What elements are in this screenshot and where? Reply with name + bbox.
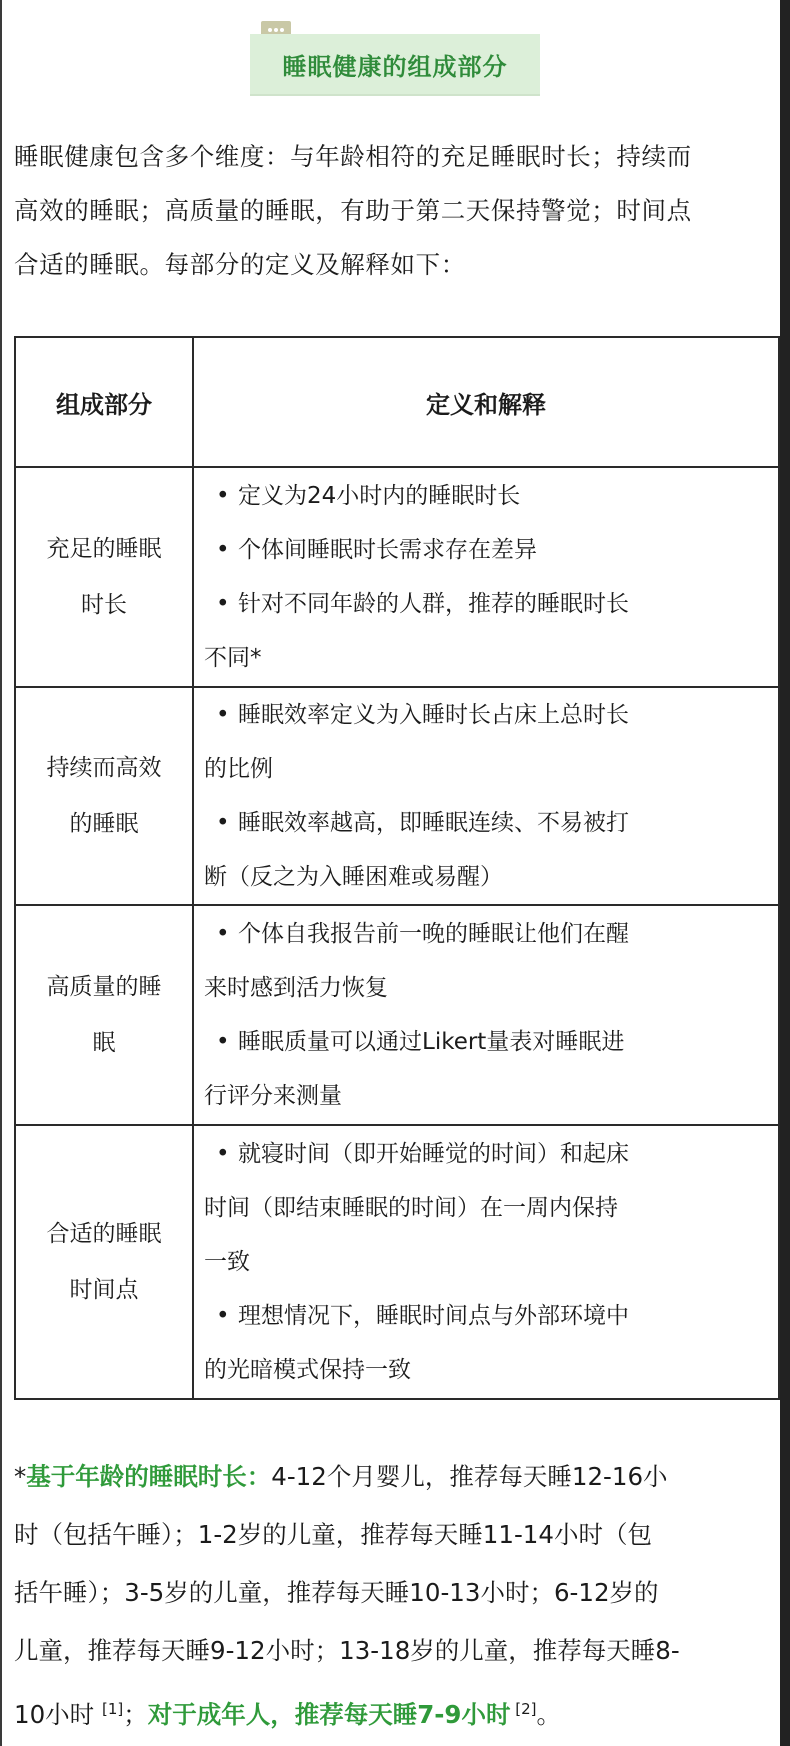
- bullet-dot-icon: •: [216, 483, 230, 509]
- bullet-line: 的光暗模式保持一致: [204, 1357, 411, 1383]
- component-name-line: 充足的睡眠: [46, 536, 162, 562]
- bullet-dot-icon: •: [216, 537, 230, 563]
- bullet-dot-icon: •: [216, 591, 230, 617]
- bullet-line: 断（反之为入睡困难或易醒）: [204, 864, 503, 890]
- bullet-line: 个体自我报告前一晚的睡眠让他们在醒: [238, 921, 629, 947]
- bullet-line: 一致: [204, 1249, 250, 1275]
- bullet-item: [204, 1015, 768, 1123]
- reference-link-2[interactable]: [2]: [510, 1700, 537, 1718]
- bullet-dot-icon: •: [216, 921, 230, 947]
- bullet-line: 的比例: [204, 756, 273, 782]
- bullet-line: 行评分来测量: [204, 1083, 342, 1109]
- header-definition: 定义和解释: [193, 337, 779, 467]
- definition-cell: [193, 467, 779, 687]
- bullet-line: 不同*: [204, 645, 262, 671]
- footnote-star: *: [14, 1462, 27, 1491]
- footnote-text: 10小时: [14, 1700, 102, 1730]
- footnote-text: 4-12个月婴儿，推荐每天睡12-16小: [271, 1462, 668, 1491]
- component-name-line: 高质量的睡: [46, 974, 162, 1000]
- component-name-line: 时间点: [69, 1277, 139, 1303]
- intro-line: 高效的睡眠；高质量的睡眠，有助于第二天保持警觉；时间点: [14, 196, 692, 225]
- component-name-line: 时长: [81, 592, 127, 618]
- component-name-cell: [15, 467, 193, 687]
- section-heading: [250, 20, 540, 96]
- sleep-components-table: [14, 336, 780, 1400]
- table-row: [15, 467, 779, 687]
- bullet-dot-icon: •: [216, 810, 230, 836]
- bullet-line: 理想情况下，睡眠时间点与外部环境中: [238, 1303, 629, 1329]
- intro-line: 合适的睡眠。每部分的定义及解释如下：: [14, 250, 466, 279]
- bullet-line: 针对不同年龄的人群，推荐的睡眠时长: [238, 591, 629, 617]
- reference-link-1[interactable]: [1]: [101, 1700, 124, 1718]
- section-title: 睡眠健康的组成部分: [250, 34, 540, 96]
- bullet-item: [216, 469, 768, 523]
- intro-line: 睡眠健康包含多个维度：与年龄相符的充足睡眠时长；持续而: [14, 142, 692, 171]
- component-name-line: 持续而高效: [46, 755, 162, 781]
- bullet-line: 就寝时间（即开始睡觉的时间）和起床: [238, 1141, 629, 1167]
- footnote-line: 括午睡）；3-5岁的儿童，推荐每天睡10-13小时；6-12岁的: [14, 1578, 659, 1607]
- footnote-line: [14, 1448, 780, 1506]
- component-name-line: 的睡眠: [69, 811, 139, 837]
- definition-cell: [193, 687, 779, 905]
- definition-cell: [193, 905, 779, 1125]
- component-name-cell: [15, 1125, 193, 1399]
- table-row: [15, 1125, 779, 1399]
- bullet-line: 睡眠效率定义为入睡时长占床上总时长: [238, 702, 629, 728]
- table-header-row: [15, 337, 779, 467]
- footnote-text: ；: [123, 1700, 148, 1730]
- bullet-line: 定义为24小时内的睡眠时长: [238, 483, 521, 509]
- bullet-line: 睡眠效率越高，即睡眠连续、不易被打: [238, 810, 629, 836]
- bullet-dot-icon: •: [216, 1029, 230, 1055]
- bullet-line: 睡眠质量可以通过Likert量表对睡眠进: [238, 1029, 625, 1055]
- footnote-line: [14, 1680, 780, 1738]
- bullet-item: [204, 907, 768, 1015]
- component-name-cell: [15, 905, 193, 1125]
- bullet-dot-icon: •: [216, 1303, 230, 1329]
- component-name-line: 合适的睡眠: [46, 1221, 162, 1247]
- bullet-item: [204, 1127, 768, 1289]
- bullet-line: 来时感到活力恢复: [204, 975, 388, 1001]
- definition-cell: [193, 1125, 779, 1399]
- footnote-line: 儿童，推荐每天睡9-12小时；13-18岁的儿童，推荐每天睡8-: [14, 1636, 680, 1665]
- bullet-line: 个体间睡眠时长需求存在差异: [238, 537, 537, 563]
- bullet-item: [204, 577, 768, 685]
- footnote-line: 时（包括午睡）；1-2岁的儿童，推荐每天睡11-14小时（包: [14, 1520, 652, 1549]
- table-row: [15, 905, 779, 1125]
- bullet-dot-icon: •: [216, 1141, 230, 1167]
- bullet-item: [204, 796, 768, 904]
- adult-recommendation: 对于成年人，推荐每天睡7-9小时: [147, 1700, 511, 1730]
- bullet-line: 时间（即结束睡眠的时间）在一周内保持: [204, 1195, 618, 1221]
- footnote-paragraph: [14, 1448, 780, 1738]
- component-name-line: 眠: [92, 1030, 116, 1056]
- header-component: 组成部分: [15, 337, 193, 467]
- bullet-item: [204, 1289, 768, 1397]
- intro-paragraph: [14, 130, 784, 292]
- bullet-item: [204, 688, 768, 796]
- footnote-end: 。: [536, 1700, 561, 1730]
- table-row: [15, 687, 779, 905]
- bullet-dot-icon: •: [216, 702, 230, 728]
- footnote-label: 基于年龄的睡眠时长：: [26, 1462, 272, 1491]
- bullet-item: [216, 523, 768, 577]
- component-name-cell: [15, 687, 193, 905]
